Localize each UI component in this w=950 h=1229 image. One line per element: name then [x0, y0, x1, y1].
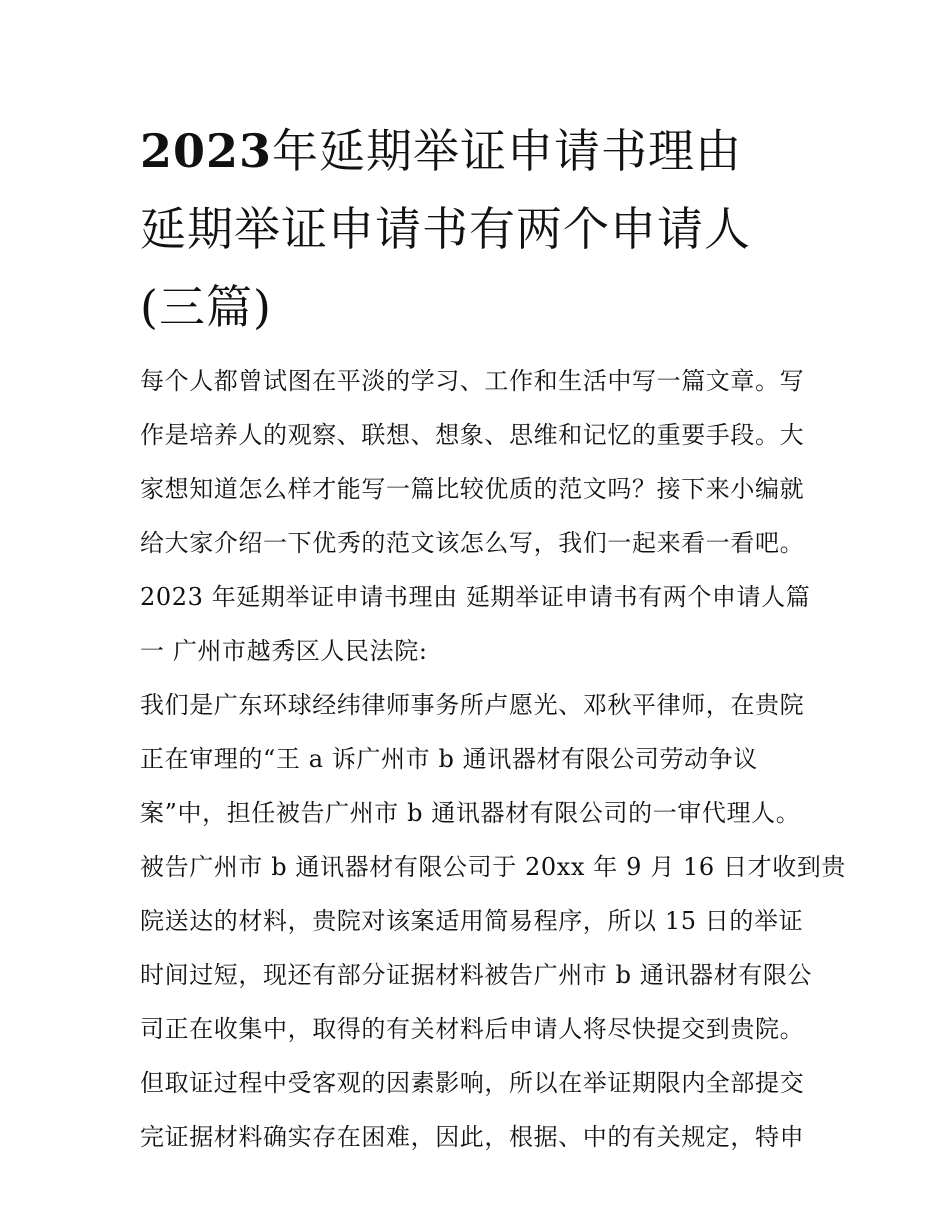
addressee-line: 一 广州市越秀区人民法院: — [140, 637, 428, 665]
document-title — [140, 112, 840, 346]
title-line-1 — [140, 112, 840, 190]
body-line: 作是培养人的观察、联想、想象、思维和记忆的重要手段。大 — [140, 421, 805, 449]
body-line: 但取证过程中受客观的因素影响，所以在举证期限内全部提交 — [140, 1069, 805, 1097]
body-line: 被告广州市 b 通讯器材有限公司于 20xx 年 9 月 16 日才收到贵 — [140, 853, 847, 881]
title-line-3-text: (三篇) — [140, 280, 272, 334]
body-line: 司正在收集中，取得的有关材料后申请人将尽快提交到贵院。 — [140, 1015, 805, 1043]
title-line-3 — [140, 268, 840, 346]
document-body — [140, 354, 847, 1164]
body-line: 时间过短，现还有部分证据材料被告广州市 b 通讯器材有限公 — [140, 961, 813, 989]
title-line-2 — [140, 190, 840, 268]
section-heading-line: 2023 年延期举证申请书理由 延期举证申请书有两个申请人篇 — [140, 583, 811, 611]
body-line: 院送达的材料，贵院对该案适用简易程序，所以 15 日的举证 — [140, 907, 804, 935]
body-line: 家想知道怎么样才能写一篇比较优质的范文吗？接下来小编就 — [140, 475, 805, 503]
body-line: 我们是广东环球经纬律师事务所卢愿光、邓秋平律师，在贵院 — [140, 691, 805, 719]
title-line-2-text: 延期举证申请书有两个申请人 — [140, 202, 751, 256]
body-line: 案”中，担任被告广州市 b 通讯器材有限公司的一审代理人。 — [140, 799, 801, 827]
title-line-1-text: 年延期举证申请书理由 — [272, 124, 743, 178]
title-year: 2023 — [140, 124, 273, 178]
body-line: 每个人都曾试图在平淡的学习、工作和生活中写一篇文章。写 — [140, 367, 805, 395]
body-line: 完证据材料确实存在困难，因此，根据、中的有关规定，特申 — [140, 1123, 805, 1151]
body-line: 正在审理的“王 a 诉广州市 b 通讯器材有限公司劳动争议 — [140, 745, 758, 773]
body-line: 给大家介绍一下优秀的范文该怎么写，我们一起来看一看吧。 — [140, 529, 805, 557]
